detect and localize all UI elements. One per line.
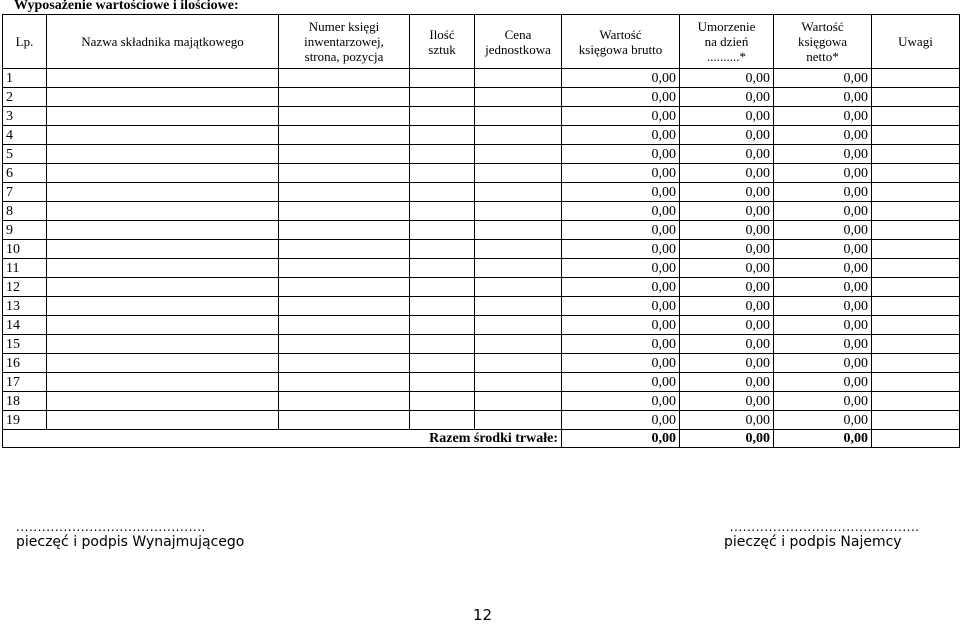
row-uwagi: [872, 126, 960, 145]
row-nazwa: [47, 240, 279, 259]
table-row: [3, 259, 960, 278]
row-numer-ksiegi: [279, 145, 410, 164]
row-umorzenie: 0,00: [680, 69, 774, 88]
header-umorzenie: Umorzenie na dzień ..........*: [680, 15, 774, 69]
row-brutto: 0,00: [562, 392, 680, 411]
row-netto: 0,00: [774, 259, 872, 278]
row-netto: 0,00: [774, 69, 872, 88]
row-nazwa: [47, 88, 279, 107]
row-cena: [475, 202, 562, 221]
row-brutto: 0,00: [562, 88, 680, 107]
row-nazwa: [47, 392, 279, 411]
landlord-signature-line: ............................................: [16, 520, 206, 534]
row-ilosc: [410, 335, 475, 354]
row-ilosc: [410, 354, 475, 373]
table-row: [3, 297, 960, 316]
row-numer-ksiegi: [279, 221, 410, 240]
page-title: Wyposażenie wartościowe i ilościowe:: [14, 0, 239, 13]
row-cena: [475, 316, 562, 335]
row-umorzenie: 0,00: [680, 411, 774, 430]
row-numer-ksiegi: [279, 392, 410, 411]
header-ilosc: Ilość sztuk: [410, 15, 475, 69]
header-lp: Lp.: [3, 15, 47, 69]
row-nazwa: [47, 354, 279, 373]
row-numer-ksiegi: [279, 316, 410, 335]
row-nazwa: [47, 126, 279, 145]
row-ilosc: [410, 392, 475, 411]
row-uwagi: [872, 278, 960, 297]
row-nazwa: [47, 411, 279, 430]
table-row: [3, 183, 960, 202]
total-uwagi: [872, 430, 960, 448]
row-umorzenie: 0,00: [680, 126, 774, 145]
row-umorzenie: 0,00: [680, 335, 774, 354]
row-uwagi: [872, 411, 960, 430]
row-ilosc: [410, 145, 475, 164]
row-ilosc: [410, 240, 475, 259]
row-cena: [475, 373, 562, 392]
row-ilosc: [410, 69, 475, 88]
row-umorzenie: 0,00: [680, 164, 774, 183]
row-numer-ksiegi: [279, 107, 410, 126]
row-netto: 0,00: [774, 354, 872, 373]
row-netto: 0,00: [774, 183, 872, 202]
total-umorzenie: 0,00: [680, 430, 774, 448]
row-brutto: 0,00: [562, 221, 680, 240]
row-uwagi: [872, 354, 960, 373]
row-uwagi: [872, 164, 960, 183]
row-numer-ksiegi: [279, 259, 410, 278]
row-cena: [475, 240, 562, 259]
row-netto: 0,00: [774, 240, 872, 259]
row-uwagi: [872, 373, 960, 392]
total-row: [3, 430, 960, 448]
row-nazwa: [47, 221, 279, 240]
landlord-signature: [16, 520, 244, 550]
header-uwagi: Uwagi: [872, 15, 960, 69]
row-netto: 0,00: [774, 221, 872, 240]
row-cena: [475, 278, 562, 297]
row-netto: 0,00: [774, 411, 872, 430]
row-ilosc: [410, 316, 475, 335]
row-brutto: 0,00: [562, 240, 680, 259]
row-brutto: 0,00: [562, 126, 680, 145]
table-row: [3, 392, 960, 411]
row-nazwa: [47, 145, 279, 164]
table-row: [3, 316, 960, 335]
table-row: [3, 202, 960, 221]
row-cena: [475, 354, 562, 373]
tenant-signature: [724, 520, 920, 550]
table-row: [3, 69, 960, 88]
row-brutto: 0,00: [562, 107, 680, 126]
row-cena: [475, 126, 562, 145]
row-brutto: 0,00: [562, 69, 680, 88]
row-numer-ksiegi: [279, 354, 410, 373]
row-lp: 8: [3, 202, 47, 221]
row-lp: 11: [3, 259, 47, 278]
row-numer-ksiegi: [279, 69, 410, 88]
row-uwagi: [872, 145, 960, 164]
row-cena: [475, 259, 562, 278]
row-uwagi: [872, 316, 960, 335]
landlord-signature-label: pieczęć i podpis Wynajmującego: [16, 534, 245, 550]
table-row: [3, 411, 960, 430]
row-lp: 1: [3, 69, 47, 88]
row-numer-ksiegi: [279, 164, 410, 183]
row-brutto: 0,00: [562, 335, 680, 354]
row-cena: [475, 145, 562, 164]
row-netto: 0,00: [774, 335, 872, 354]
row-nazwa: [47, 69, 279, 88]
row-nazwa: [47, 278, 279, 297]
row-lp: 7: [3, 183, 47, 202]
row-cena: [475, 411, 562, 430]
row-uwagi: [872, 69, 960, 88]
row-ilosc: [410, 411, 475, 430]
row-netto: 0,00: [774, 316, 872, 335]
header-nazwa: Nazwa składnika majątkowego: [47, 15, 279, 69]
row-numer-ksiegi: [279, 335, 410, 354]
row-ilosc: [410, 164, 475, 183]
row-netto: 0,00: [774, 88, 872, 107]
row-ilosc: [410, 278, 475, 297]
table-row: [3, 354, 960, 373]
row-umorzenie: 0,00: [680, 354, 774, 373]
row-numer-ksiegi: [279, 373, 410, 392]
header-wartosc-brutto: Wartość księgowa brutto: [562, 15, 680, 69]
row-lp: 6: [3, 164, 47, 183]
row-ilosc: [410, 373, 475, 392]
row-brutto: 0,00: [562, 278, 680, 297]
row-nazwa: [47, 164, 279, 183]
row-ilosc: [410, 107, 475, 126]
row-lp: 15: [3, 335, 47, 354]
row-lp: 18: [3, 392, 47, 411]
row-numer-ksiegi: [279, 202, 410, 221]
row-nazwa: [47, 183, 279, 202]
row-ilosc: [410, 221, 475, 240]
row-brutto: 0,00: [562, 373, 680, 392]
row-netto: 0,00: [774, 145, 872, 164]
tenant-signature-line: ............................................: [729, 520, 920, 534]
row-uwagi: [872, 88, 960, 107]
total-label: Razem środki trwałe:: [3, 430, 562, 448]
row-nazwa: [47, 316, 279, 335]
row-uwagi: [872, 259, 960, 278]
row-numer-ksiegi: [279, 278, 410, 297]
row-netto: 0,00: [774, 278, 872, 297]
row-uwagi: [872, 183, 960, 202]
row-cena: [475, 164, 562, 183]
row-umorzenie: 0,00: [680, 202, 774, 221]
row-nazwa: [47, 259, 279, 278]
row-numer-ksiegi: [279, 88, 410, 107]
row-umorzenie: 0,00: [680, 221, 774, 240]
row-brutto: 0,00: [562, 145, 680, 164]
table-row: [3, 221, 960, 240]
row-nazwa: [47, 335, 279, 354]
row-lp: 3: [3, 107, 47, 126]
row-lp: 17: [3, 373, 47, 392]
row-lp: 9: [3, 221, 47, 240]
row-cena: [475, 183, 562, 202]
table-row: [3, 373, 960, 392]
row-numer-ksiegi: [279, 126, 410, 145]
row-lp: 14: [3, 316, 47, 335]
row-lp: 13: [3, 297, 47, 316]
row-ilosc: [410, 297, 475, 316]
header-numer-ksiegi: Numer księgi inwentarzowej, strona, pozycja: [279, 15, 410, 69]
row-uwagi: [872, 240, 960, 259]
equipment-table: [2, 14, 960, 448]
table-row: [3, 145, 960, 164]
row-ilosc: [410, 88, 475, 107]
row-uwagi: [872, 221, 960, 240]
table-row: [3, 107, 960, 126]
row-ilosc: [410, 126, 475, 145]
row-cena: [475, 297, 562, 316]
row-umorzenie: 0,00: [680, 297, 774, 316]
row-brutto: 0,00: [562, 259, 680, 278]
row-cena: [475, 107, 562, 126]
row-umorzenie: 0,00: [680, 316, 774, 335]
page-number: 12: [473, 606, 493, 624]
table-row: [3, 164, 960, 183]
row-brutto: 0,00: [562, 183, 680, 202]
row-ilosc: [410, 183, 475, 202]
row-lp: 19: [3, 411, 47, 430]
row-netto: 0,00: [774, 373, 872, 392]
row-netto: 0,00: [774, 202, 872, 221]
row-umorzenie: 0,00: [680, 240, 774, 259]
row-numer-ksiegi: [279, 240, 410, 259]
row-ilosc: [410, 259, 475, 278]
table-row: [3, 88, 960, 107]
tenant-signature-label: pieczęć i podpis Najemcy: [724, 534, 902, 550]
row-ilosc: [410, 202, 475, 221]
row-nazwa: [47, 297, 279, 316]
table-row: [3, 335, 960, 354]
row-uwagi: [872, 202, 960, 221]
row-umorzenie: 0,00: [680, 259, 774, 278]
row-lp: 10: [3, 240, 47, 259]
row-lp: 12: [3, 278, 47, 297]
row-cena: [475, 88, 562, 107]
row-lp: 4: [3, 126, 47, 145]
row-uwagi: [872, 297, 960, 316]
table-header-row: [3, 15, 960, 69]
row-netto: 0,00: [774, 164, 872, 183]
row-netto: 0,00: [774, 107, 872, 126]
row-nazwa: [47, 373, 279, 392]
row-numer-ksiegi: [279, 297, 410, 316]
row-brutto: 0,00: [562, 354, 680, 373]
row-cena: [475, 221, 562, 240]
row-netto: 0,00: [774, 392, 872, 411]
row-brutto: 0,00: [562, 202, 680, 221]
row-umorzenie: 0,00: [680, 145, 774, 164]
table-row: [3, 240, 960, 259]
row-nazwa: [47, 107, 279, 126]
row-uwagi: [872, 392, 960, 411]
row-uwagi: [872, 107, 960, 126]
row-nazwa: [47, 202, 279, 221]
row-numer-ksiegi: [279, 183, 410, 202]
row-brutto: 0,00: [562, 297, 680, 316]
table-row: [3, 126, 960, 145]
row-cena: [475, 69, 562, 88]
row-lp: 16: [3, 354, 47, 373]
row-cena: [475, 392, 562, 411]
row-umorzenie: 0,00: [680, 373, 774, 392]
row-lp: 2: [3, 88, 47, 107]
row-umorzenie: 0,00: [680, 88, 774, 107]
row-brutto: 0,00: [562, 164, 680, 183]
row-umorzenie: 0,00: [680, 183, 774, 202]
row-brutto: 0,00: [562, 316, 680, 335]
row-brutto: 0,00: [562, 411, 680, 430]
table-row: [3, 278, 960, 297]
row-umorzenie: 0,00: [680, 278, 774, 297]
total-brutto: 0,00: [562, 430, 680, 448]
row-netto: 0,00: [774, 126, 872, 145]
total-netto: 0,00: [774, 430, 872, 448]
row-umorzenie: 0,00: [680, 107, 774, 126]
row-lp: 5: [3, 145, 47, 164]
header-wartosc-netto: Wartość księgowa netto*: [774, 15, 872, 69]
row-netto: 0,00: [774, 297, 872, 316]
row-uwagi: [872, 335, 960, 354]
header-cena: Cena jednostkowa: [475, 15, 562, 69]
row-numer-ksiegi: [279, 411, 410, 430]
row-umorzenie: 0,00: [680, 392, 774, 411]
row-cena: [475, 335, 562, 354]
